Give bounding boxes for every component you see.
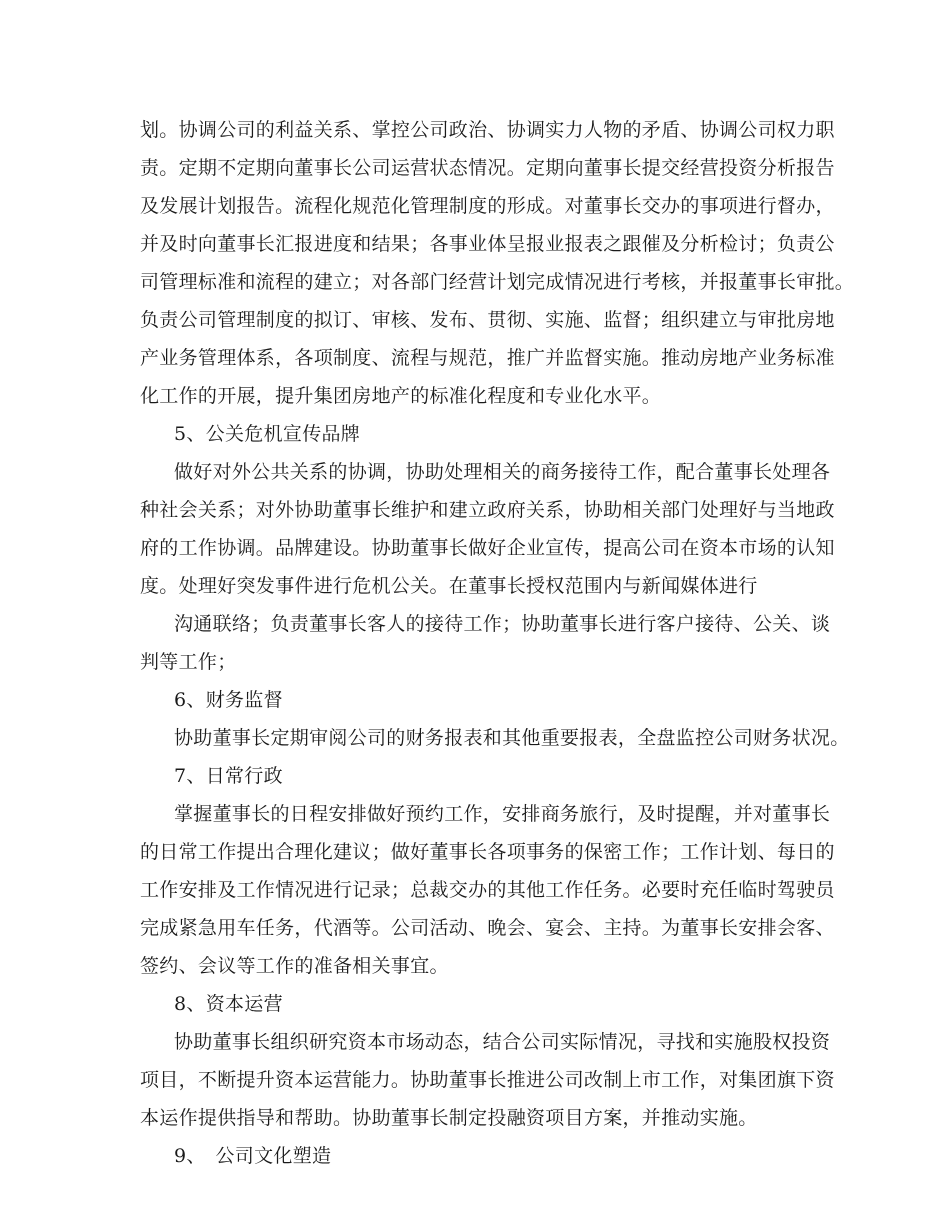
text-line: 沟通联络；负责董事长客人的接待工作；协助董事长进行客户接待、公关、谈: [174, 613, 831, 635]
text-line: 并及时向董事长汇报进度和结果；各事业体呈报业报表之跟催及分析检讨；负责公: [140, 233, 835, 255]
text-line: 度。处理好突发事件进行危机公关。在董事长授权范围内与新闻媒体进行: [140, 575, 758, 597]
text-line: 及发展计划报告。流程化规范化管理制度的形成。对董事长交办的事项进行督办，: [140, 195, 835, 217]
text-line: 化工作的开展，提升集团房地产的标准化程度和专业化水平。: [140, 385, 662, 407]
section-heading: 5、公关危机宣传品牌: [174, 423, 361, 445]
text-line: 做好对外公共关系的协调，协助处理相关的商务接待工作，配合董事长处理各: [174, 461, 831, 483]
text-line: 协助董事长定期审阅公司的财务报表和其他重要报表，全盘监控公司财务状况。: [174, 727, 850, 749]
text-line: 签约、会议等工作的准备相关事宜。: [140, 955, 449, 977]
section-heading: 9、 公司文化塑造: [174, 1145, 332, 1167]
text-line: 项目，不断提升资本运营能力。协助董事长推进公司改制上市工作，对集团旗下资: [140, 1069, 835, 1091]
text-line: 的日常工作提出合理化建议；做好董事长各项事务的保密工作；工作计划、每日的: [140, 841, 835, 863]
section-heading: 8、资本运营: [174, 993, 283, 1015]
text-line: 负责公司管理制度的拟订、审核、发布、贯彻、实施、监督；组织建立与审批房地: [140, 309, 835, 331]
text-line: 工作安排及工作情况进行记录；总裁交办的其他工作任务。必要时充任临时驾驶员: [140, 879, 835, 901]
text-line: 产业务管理体系，各项制度、流程与规范，推广并监督实施。推动房地产业务标准: [140, 347, 835, 369]
text-line: 判等工作；: [140, 651, 237, 673]
section-heading: 7、日常行政: [174, 765, 283, 787]
text-line: 完成紧急用车任务，代酒等。公司活动、晚会、宴会、主持。为董事长安排会客、: [140, 917, 835, 939]
section-heading: 6、财务监督: [174, 689, 283, 711]
text-line: 府的工作协调。品牌建设。协助董事长做好企业宣传，提高公司在资本市场的认知: [140, 537, 835, 559]
text-line: 划。协调公司的利益关系、掌控公司政治、协调实力人物的矛盾、协调公司权力职: [140, 119, 835, 141]
text-line: 掌握董事长的日程安排做好预约工作，安排商务旅行，及时提醒，并对董事长: [174, 803, 831, 825]
text-line: 协助董事长组织研究资本市场动态，结合公司实际情况，寻找和实施股权投资: [174, 1031, 831, 1053]
text-line: 本运作提供指导和帮助。协助董事长制定投融资项目方案，并推动实施。: [140, 1107, 758, 1129]
text-line: 司管理标准和流程的建立；对各部门经营计划完成情况进行考核，并报董事长审批。: [140, 271, 855, 293]
text-line: 责。定期不定期向董事长公司运营状态情况。定期向董事长提交经营投资分析报告: [140, 157, 835, 179]
text-line: 种社会关系；对外协助董事长维护和建立政府关系，协助相关部门处理好与当地政: [140, 499, 835, 521]
